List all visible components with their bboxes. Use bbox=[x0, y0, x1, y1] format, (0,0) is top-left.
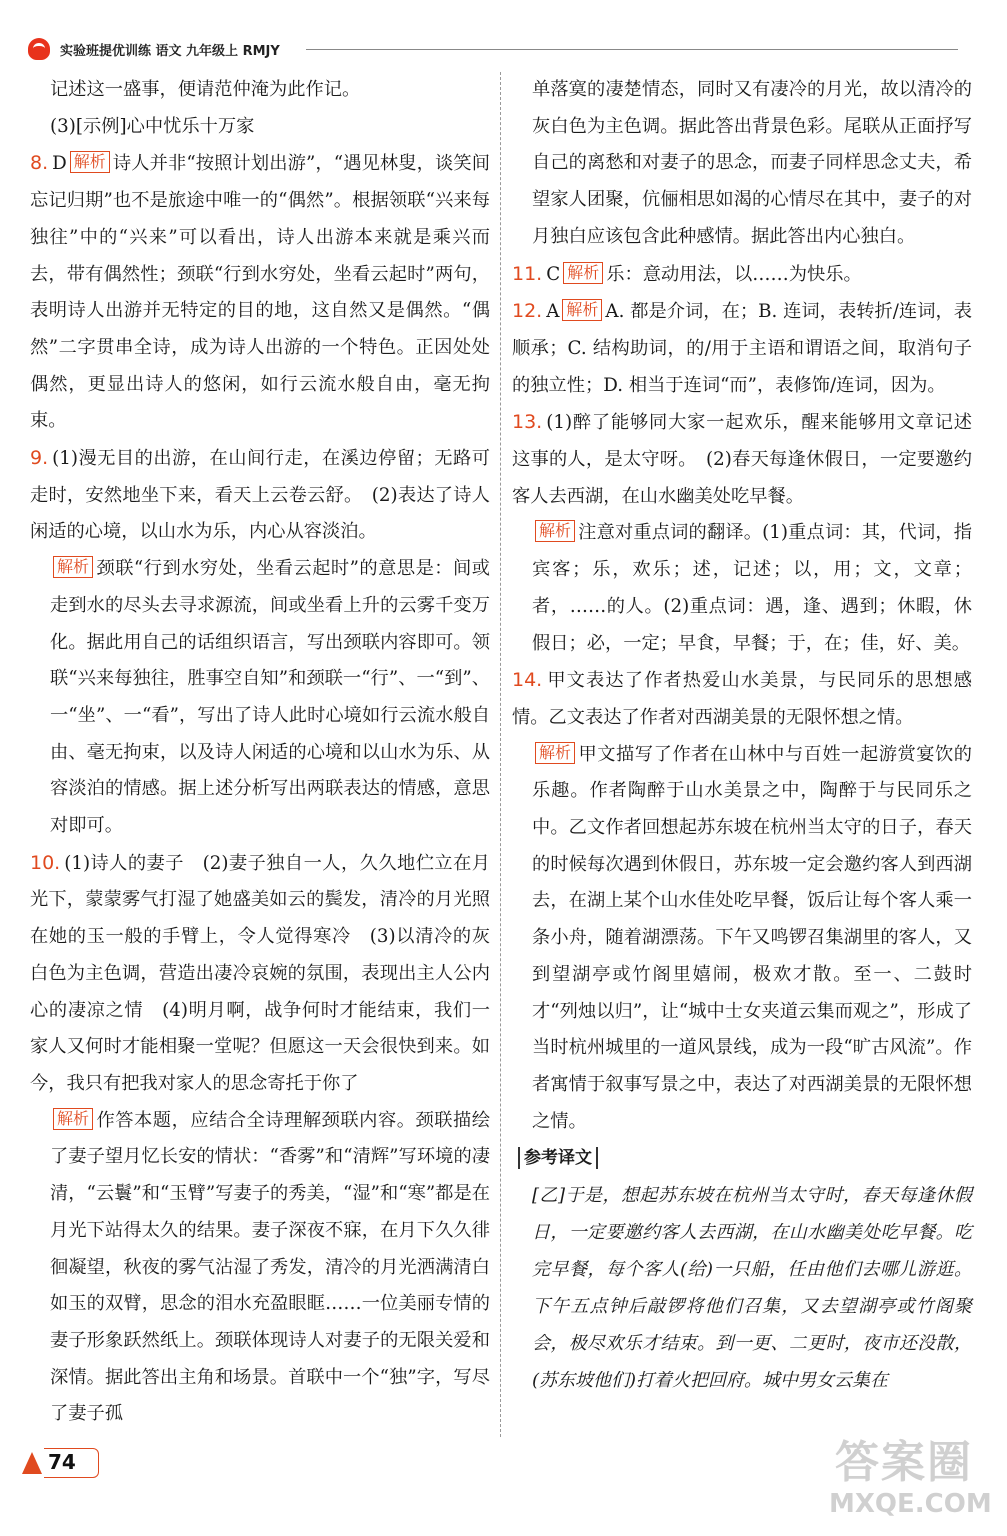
header-rule bbox=[306, 49, 958, 50]
book-logo-icon bbox=[28, 38, 50, 60]
answer-item-10 bbox=[30, 845, 490, 1103]
page-header bbox=[28, 38, 958, 62]
paragraph-text: (1)醉了能够同大家一起欢乐，醒来能够用文章记述这事的人，是太守呀。 (2)春天每逢休假日，一定要邀约客人去西湖，在山水幽美处吃早餐。 bbox=[512, 412, 972, 507]
answer-letter: A bbox=[546, 301, 560, 323]
reference-translation: [乙]于是，想起苏东坡在杭州当太守时，春天每逢休假日，一定要邀约客人去西湖，在山水幽美处吃早餐。吃完早餐，每个客人(给)一只船，任由他们去哪儿游逛。下午五点钟后敲锣将他们召集，又去望湖亭或竹阁聚会，极尽欢乐才结束。到一更、二更时，夜市还没散，(苏东坡他们)打着火把回府。城中男女云集在 bbox=[532, 1185, 972, 1392]
analysis-tag: 解析 bbox=[562, 299, 602, 321]
watermark-logo-text: 答案圈 bbox=[835, 1437, 973, 1488]
answer-item-8 bbox=[30, 145, 490, 440]
paragraph-text: A. 都是介词，在；B. 连词，表转折/连词，表顺承；C. 结构助词，的/用于主语和谓语之间，取消句子的独立性；D. 相当于连词“而”，表修饰/连词，因为。 bbox=[512, 301, 972, 396]
analysis-paragraph bbox=[30, 551, 490, 845]
answer-line bbox=[30, 72, 490, 109]
analysis-tag: 解析 bbox=[70, 151, 110, 173]
paragraph-text: 颈联“行到水穷处，坐看云起时”的意思是：间或走到水的尽头去寻求源流，间或坐看上升的云雾千变万化。据此用自己的话组织语言，写出颈联内容即可。领联“兴来每独往，胜事空自知”和颈联一“行”、一“到”、一“坐”、一“看”，写出了诗人此时心境如行云流水般自由、毫无拘束，以及诗人闲适的心境和以山水为乐、从容淡泊的情感。据上述分析写出两联表达的情感，意思对即可。 bbox=[50, 558, 490, 837]
paragraph-text: 注意对重点词的翻译。(1)重点词：其，代词，指宾客；乐，欢乐；述，记述；以，用；文，文章；者，……的人。(2)重点词：遇，逢、遇到；休暇，休假日；必，一定；早食，早餐；于，在；佳，好、美。 bbox=[532, 522, 972, 654]
analysis-paragraph bbox=[512, 737, 972, 1141]
reference-section bbox=[512, 1140, 972, 1399]
analysis-tag: 解析 bbox=[535, 742, 575, 764]
analysis-paragraph bbox=[30, 1103, 490, 1433]
analysis-paragraph bbox=[512, 515, 972, 662]
question-number: 9. bbox=[30, 447, 49, 470]
page-number: 74 bbox=[48, 1450, 76, 1474]
answer-item-11 bbox=[512, 256, 972, 294]
analysis-tag: 解析 bbox=[535, 520, 575, 542]
paragraph-text: 记述这一盛事，便请范仲淹为此作记。 bbox=[50, 79, 361, 100]
answer-item-14 bbox=[512, 662, 972, 736]
paragraph-text: 甲文表达了作者热爱山水美景，与民同乐的思想感情。乙文表达了作者对西湖美景的无限怀想之情。 bbox=[512, 670, 972, 728]
question-number: 12. bbox=[512, 300, 543, 323]
right-column bbox=[512, 72, 972, 1399]
paragraph-text: 甲文描写了作者在山林中与百姓一起游赏宴饮的乐趣。作者陶醉于山水美景之中，陶醉于与民同乐之中。乙文作者回想起苏东坡在杭州当太守的日子，春天的时候每次遇到休假日，苏东坡一定会邀约客人到西湖去，在湖上某个山水佳处吃早餐，饭后让每个客人乘一条小舟，随着湖漂荡。下午又鸣锣召集湖里的客人，又到望湖亭或竹阁里嬉闹，极欢才散。至一、二鼓时才“列烛以归”，让“城中士女夹道云集而观之”，形成了当时杭州城里的一道风景线，成为一段“旷古风流”。作者寓情于叙事写景之中，表达了对西湖美景的无限怀想之情。 bbox=[532, 743, 972, 1132]
answer-letter: C bbox=[546, 263, 561, 285]
page-number-badge bbox=[22, 1448, 82, 1478]
arrow-up-icon bbox=[22, 1452, 42, 1474]
paragraph-text: (1)漫无目的出游，在山间行走，在溪边停留；无路可走时，安然地坐下来，看天上云卷云舒。 (2)表达了诗人闲适的心境，以山水为乐，内心从容淡泊。 bbox=[30, 448, 490, 543]
column-divider bbox=[500, 72, 501, 1437]
paragraph-text: 诗人并非“按照计划出游”，“遇见林叟，谈笑间忘记归期”也不是旅途中唯一的“偶然”。根据领联“兴来每独往”中的“兴来”可以看出，诗人出游本来就是乘兴而去，带有偶然性；颈联“行到水穷处，坐看云起时”两句，表明诗人出游并无特定的目的地，这自然又是偶然。“偶然”二字贯串全诗，成为诗人出游的一个特色。正因处处偶然，更显出诗人的悠闲，如行云流水般自由，毫无拘束。 bbox=[30, 153, 490, 432]
analysis-continuation bbox=[512, 72, 972, 256]
paragraph-text: (1)诗人的妻子 (2)妻子独自一人，久久地伫立在月光下，蒙蒙雾气打湿了她盛美如云的鬓发，清冷的月光照在她的玉一般的手臂上，令人觉得寒冷 (3)以清冷的灰白色为主色调，营造出凄冷哀婉的氛围，表现出主人公内心的凄凉之情 (4)明月啊，战争何时才能结束，我们一家人又何时才能相聚一堂呢？但愿这一天会很快到来。如今，我只有把我对家人的思念寄托于你了 bbox=[30, 852, 490, 1094]
answer-item-13 bbox=[512, 404, 972, 515]
header-title: 实验班提优训练 语文 九年级上 RMJY bbox=[60, 44, 280, 59]
answer-item-12 bbox=[512, 293, 972, 404]
answer-line bbox=[30, 109, 490, 146]
question-number: 11. bbox=[512, 262, 543, 285]
analysis-tag: 解析 bbox=[563, 262, 603, 284]
analysis-tag: 解析 bbox=[53, 1108, 93, 1130]
reference-heading: 参考译文 bbox=[518, 1147, 598, 1169]
paragraph-text: (3)[示例]心中忧乐十万家 bbox=[50, 115, 255, 137]
question-number: 14. bbox=[512, 669, 543, 692]
site-watermark bbox=[829, 1436, 992, 1526]
answer-item-9 bbox=[30, 440, 490, 551]
question-number: 13. bbox=[512, 411, 543, 434]
paragraph-text: 单落寞的凄楚情态，同时又有凄冷的月光，故以清冷的灰白色为主色调。据此答出背景色彩。尾联从正面抒写自己的离愁和对妻子的思念，而妻子同样思念丈夫，希望家人团聚，伉俪相思如渴的心情尽在其中，妻子的对月独白应该包含此种感情。据此答出内心独白。 bbox=[532, 79, 972, 247]
question-number: 8. bbox=[30, 152, 49, 175]
paragraph-text: 作答本题，应结合全诗理解颈联内容。颈联描绘了妻子望月忆长安的情状：“香雾”和“清辉”写环境的凄清，“云鬟”和“玉臂”写妻子的秀美，“湿”和“寒”都是在月光下站得太久的结果。妻子深夜不寐，在月下久久徘徊凝望，秋夜的雾气沾湿了秀发，清冷的月光洒满清白如玉的双臂，思念的泪水充盈眼眶……一位美丽专情的妻子形象跃然纸上。颈联体现诗人对妻子的无限关爱和深情。据此答出主角和场景。首联中一个“独”字，写尽了妻子孤 bbox=[50, 1109, 490, 1425]
analysis-tag: 解析 bbox=[53, 556, 93, 578]
left-column bbox=[30, 72, 490, 1433]
question-number: 10. bbox=[30, 851, 61, 874]
watermark-url: MXQE.COM bbox=[829, 1489, 992, 1519]
paragraph-text: 乐：意动用法，以……为快乐。 bbox=[606, 263, 862, 285]
answer-letter: D bbox=[52, 153, 67, 175]
